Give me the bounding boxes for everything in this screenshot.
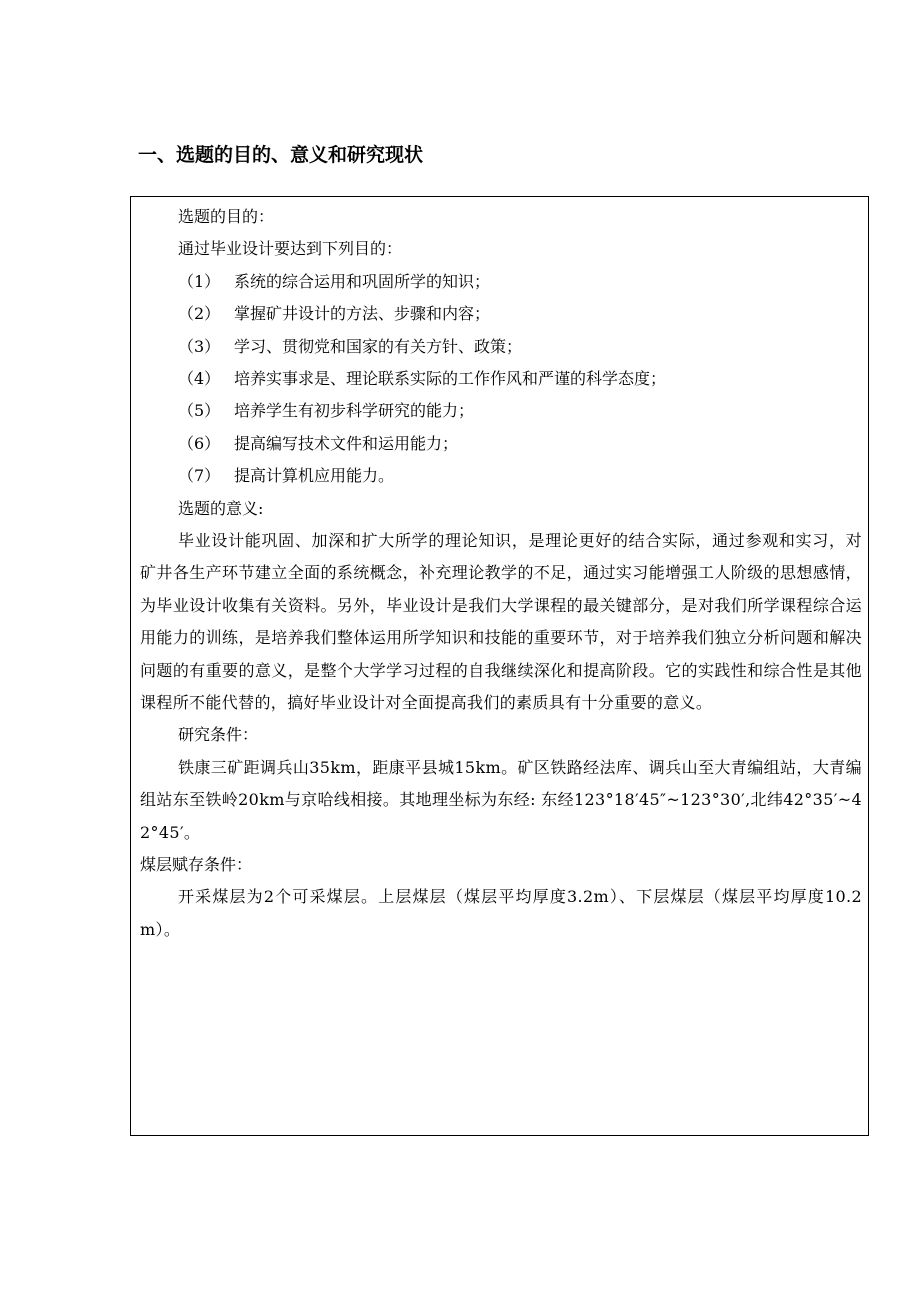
purpose-item-text: 提高编写技术文件和运用能力； (234, 433, 459, 453)
purpose-intro: 通过毕业设计要达到下列目的： (178, 239, 403, 259)
coal-heading: 煤层赋存条件： (140, 854, 253, 874)
purpose-item (140, 395, 862, 427)
research-heading: 研究条件： (178, 725, 259, 745)
purpose-item-text: 掌握矿井设计的方法、步骤和内容； (234, 304, 491, 324)
purpose-item-number: （2） (178, 304, 221, 324)
purpose-item-text: 系统的综合运用和巩固所学的知识； (234, 271, 491, 291)
purpose-item-number: （4） (178, 368, 221, 388)
coal-paragraph: 开采煤层为2个可采煤层。上层煤层（煤层平均厚度3.2m）、下层煤层（煤层平均厚度10.2m）。 (140, 887, 862, 939)
research-paragraph: 铁康三矿距调兵山35km，距康平县城15km。矿区铁路经法库、调兵山至大青编组站，大青编组站东至铁岭20km与京哈线相接。其地理坐标为东经: 东经123°18′45″~123°30′,北纬42°35′~42°45′。 (140, 757, 862, 842)
significance-heading: 选题的意义: (178, 498, 264, 518)
purpose-item (140, 266, 862, 298)
purpose-item-text: 培养学生有初步科学研究的能力； (234, 401, 475, 421)
section-title: 一、选题的目的、意义和研究现状 (138, 144, 424, 166)
purpose-item-number: （3） (178, 336, 221, 356)
purpose-item (140, 331, 862, 363)
purpose-item-text: 学习、贯彻党和国家的有关方针、政策； (234, 336, 523, 356)
purpose-item (140, 363, 862, 395)
content-box (130, 196, 869, 1136)
purpose-heading: 选题的目的： (178, 207, 275, 226)
content-body (140, 201, 862, 946)
purpose-item-number: （7） (178, 466, 221, 486)
purpose-item-number: （1） (178, 271, 221, 291)
purpose-item (140, 460, 862, 492)
purpose-item (140, 298, 862, 330)
purpose-item (140, 428, 862, 460)
significance-paragraph: 毕业设计能巩固、加深和扩大所学的理论知识，是理论更好的结合实际，通过参观和实习，对矿井各生产环节建立全面的系统概念，补充理论教学的不足，通过实习能增强工人阶级的思想感情，为毕业设计收集有关资料。另外，毕业设计是我们大学课程的最关键部分，是对我们所学课程综合运用能力的训练，是培养我们整体运用所学知识和技能的重要环节，对于培养我们独立分析问题和解决问题的有重要的意义，是整个大学学习过程的自我继续深化和提高阶段。它的实践性和综合性是其他课程所不能代替的，搞好毕业设计对全面提高我们的素质具有十分重要的意义。 (140, 530, 862, 712)
purpose-item-number: （5） (178, 401, 221, 421)
purpose-item-text: 提高计算机应用能力。 (234, 466, 395, 486)
purpose-item-text: 培养实事求是、理论联系实际的工作作风和严谨的科学态度； (234, 368, 667, 388)
purpose-item-number: （6） (178, 433, 221, 453)
